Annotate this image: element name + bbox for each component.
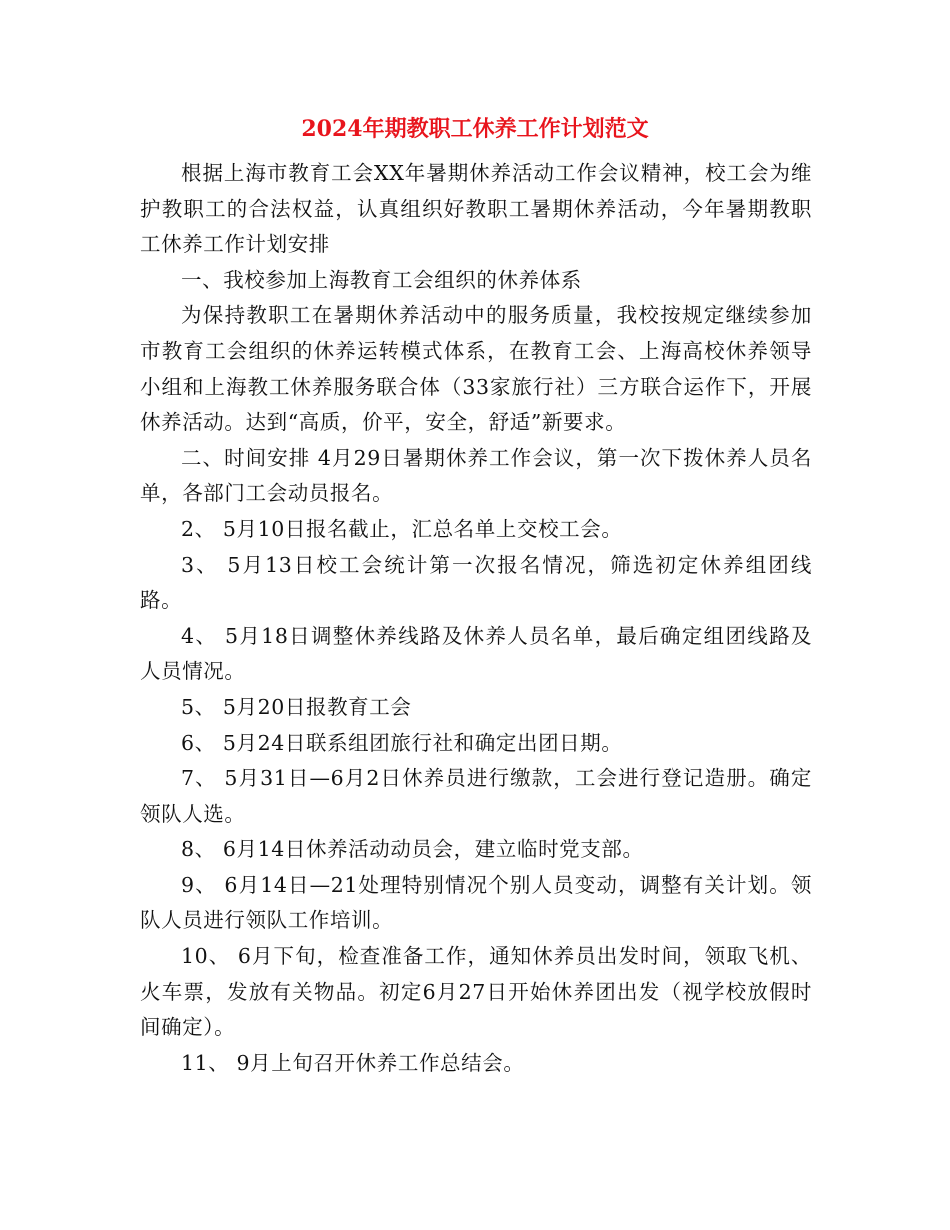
paragraph: 为保持教职工在暑期休养活动中的服务质量，我校按规定继续参加市教育工会组织的休养运转模式体系，在教育工会、上海高校休养领导小组和上海教工休养服务联合体（33家旅行社）三方联合运作下，开展休养活动。达到“高质，价平，安全，舒适”新要求。: [140, 303, 812, 435]
section-heading-2: 二、时间安排 4月29日暑期休养工作会议，第一次下拨休养人员名单，各部门工会动员报名。: [140, 445, 812, 506]
list-item: 9、 6月14日—21处理特别情况个别人员变动，调整有关计划。领队人员进行领队工作培训。: [140, 872, 812, 933]
list-item: 7、 5月31日—6月2日休养员进行缴款，工会进行登记造册。确定领队人选。: [140, 766, 812, 826]
list-item: 6、 5月24日联系组团旅行社和确定出团日期。: [181, 730, 623, 755]
list-item: 3、 5月13日校工会统计第一次报名情况，筛选初定休养组团线路。: [140, 552, 812, 613]
document-title: 2024年期教职工休养工作计划范文: [301, 116, 649, 142]
list-item: 10、 6月下旬，检查准备工作，通知休养员出发时间，领取飞机、火车票，发放有关物品。初定6月27日开始休养团出发（视学校放假时间确定）。: [140, 944, 812, 1040]
list-item: 2、 5月10日报名截止，汇总名单上交校工会。: [181, 516, 623, 541]
list-item: 8、 6月14日休养活动动员会，建立临时党支部。: [181, 837, 644, 862]
list-item: 11、 9月上旬召开休养工作总结会。: [181, 1050, 525, 1075]
list-item: 5、 5月20日报教育工会: [181, 694, 412, 719]
paragraph: 根据上海市教育工会XX年暑期休养活动工作会议精神，校工会为维护教职工的合法权益，认真组织好教职工暑期休养活动，今年暑期教职工休养工作计划安排: [140, 161, 812, 257]
list-item: 4、 5月18日调整休养线路及休养人员名单，最后确定组团线路及人员情况。: [140, 623, 812, 684]
section-heading-1: 一、我校参加上海教育工会组织的休养体系: [181, 267, 582, 292]
document-body: [140, 156, 812, 1081]
